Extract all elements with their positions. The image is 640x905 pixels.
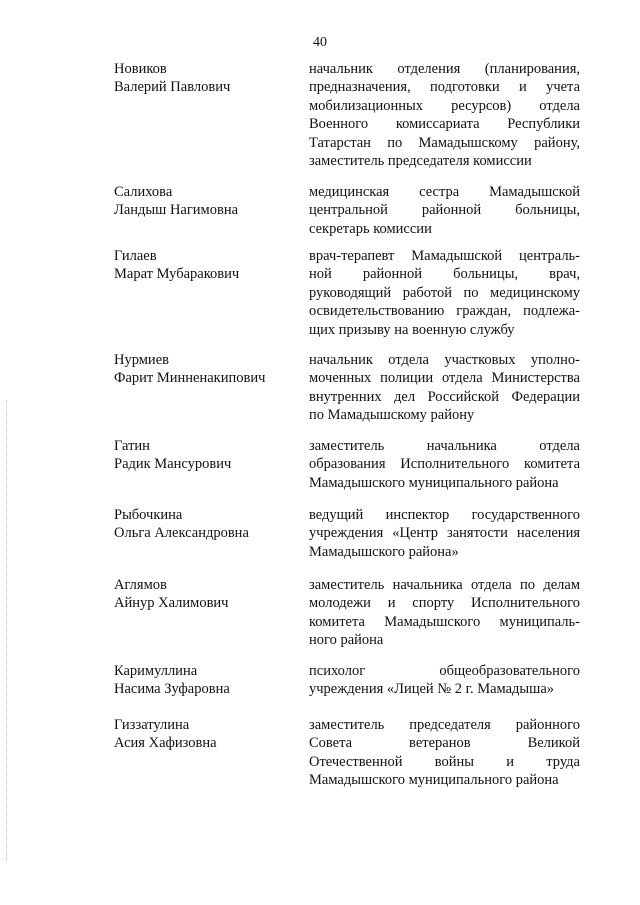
position-line: заместитель начальника отдела [309,438,580,454]
member-entry [0,662,640,716]
member-entry [0,716,640,796]
member-entry [0,183,640,247]
position-line: внутренних дел Российской Федерации [309,388,580,405]
commission-member-list [0,60,640,796]
member-name [0,183,306,247]
member-given-names: Ландыш Нагимовна [114,202,239,219]
member-entry [0,437,640,506]
member-given-names: Насима Зуфаровна [114,681,230,698]
position-line: мобилизационных ресурсов) отдела [309,97,580,114]
position-line: учреждения «Центр занятости населения [309,525,580,542]
position-line: учреждения «Лицей № 2 г. Мамадыша» [309,681,555,698]
member-position [309,351,580,425]
member-entry [0,506,640,576]
position-line: Совета ветеранов Великой [309,735,580,752]
position-line: секретарь комиссии [309,220,432,237]
member-given-names: Ольга Александровна [114,525,249,542]
member-position [309,576,580,650]
member-given-names: Марат Мубаракович [114,266,240,283]
position-line: заместитель председателя районного [309,717,580,733]
position-line: щих призыву на военную службу [309,321,515,338]
position-line: Татарстан по Мамадышскому району, [309,134,580,151]
member-surname: Гилаев [114,248,157,264]
member-entry [0,60,640,183]
member-position [309,247,580,339]
member-surname: Салихова [114,184,173,200]
member-position [309,662,580,699]
member-name [0,437,306,506]
member-surname: Аглямов [114,577,167,593]
member-entry [0,247,640,351]
position-line: руководящий работой по медицинскому [309,284,580,301]
position-line: начальник отделения (планирования, [309,61,580,77]
position-line: молодежи и спорту Исполнительного [309,595,580,612]
member-position [309,60,580,170]
position-line: комитета Мамадышского муниципаль- [309,613,580,630]
position-line: по Мамадышскому району [309,407,475,424]
member-surname: Рыбочкина [114,507,183,523]
member-position [309,437,580,492]
member-given-names: Айнур Халимович [114,595,229,612]
position-line: ведущий инспектор государственного [309,507,580,523]
member-surname: Каримуллина [114,663,198,679]
position-line: моченных полиции отдела Министерства [309,370,580,387]
position-line: психолог общеобразовательного [309,663,580,679]
position-line: медицинская сестра Мамадышской [309,184,580,200]
member-name [0,506,306,576]
position-line: ной районной больницы, врач, [309,266,580,283]
member-given-names: Радик Мансурович [114,456,232,473]
member-entry [0,351,640,437]
position-line: ного района [309,632,384,649]
member-surname: Гиззатулина [114,717,190,733]
member-position [309,506,580,561]
member-surname: Гатин [114,438,150,454]
member-name [0,247,306,351]
position-line: заместитель начальника отдела по делам [309,577,580,593]
position-line: Мамадышского муниципального района [309,772,559,789]
position-line: центральной районной больницы, [309,202,580,219]
member-name [0,576,306,662]
member-given-names: Фарит Минненакипович [114,370,266,387]
member-name [0,351,306,437]
position-line: врач-терапевт Мамадышской централь- [309,248,580,264]
member-name [0,60,306,183]
member-position [309,183,580,238]
position-line: Мамадышского муниципального района [309,474,559,491]
member-name [0,662,306,716]
position-line: начальник отдела участковых уполно- [309,352,580,368]
member-given-names: Асия Хафизовна [114,735,217,752]
position-line: Отечественной войны и труда [309,753,580,770]
position-line: Мамадышского района» [309,543,459,560]
position-line: заместитель председателя комиссии [309,153,532,170]
member-given-names: Валерий Павлович [114,79,231,96]
position-line: Военного комиссариата Республики [309,116,580,133]
position-line: образования Исполнительного комитета [309,456,580,473]
position-line: освидетельствованию граждан, подлежа- [309,303,580,320]
position-line: предназначения, подготовки и учета [309,79,580,96]
scan-margin-artifact [6,400,9,860]
page-number: 40 [313,35,327,50]
member-surname: Новиков [114,61,167,77]
member-position [309,716,580,790]
member-surname: Нурмиев [114,352,169,368]
member-entry [0,576,640,662]
member-name [0,716,306,796]
